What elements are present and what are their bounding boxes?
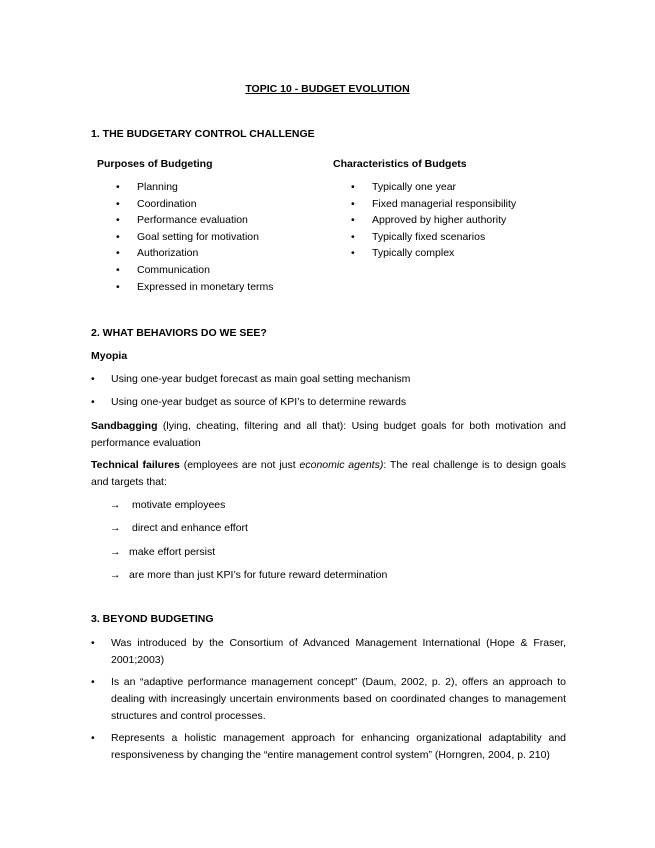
list-item: • Using one-year budget as source of KPI’s to determine rewards	[91, 396, 407, 408]
arrow-item: → direct and enhance effort	[110, 521, 248, 536]
list-item: • Was introduced by the Consortium of Advanced Management International (Hope & Fraser, 2001;2003)	[91, 637, 566, 666]
section3-heading: 3. BEYOND BUDGETING	[91, 613, 214, 625]
arrow-icon: →	[110, 546, 121, 558]
section1-heading: 1. THE BUDGETARY CONTROL CHALLENGE	[91, 128, 315, 140]
list-item: • Using one-year budget forecast as main goal setting mechanism	[91, 373, 411, 385]
technical-term: Technical failures	[91, 459, 180, 471]
page-title: TOPIC 10 - BUDGET EVOLUTION	[245, 83, 410, 95]
arrow-item: → motivate employees	[110, 498, 225, 513]
list-item: • Is an “adaptive performance management concept” (Daum, 2002, p. 2), offers an approach to dealing with increasingly uncertain environments based on coordinated changes to management structures and control processes.	[91, 676, 566, 722]
arrow-icon: →	[110, 569, 121, 581]
purposes-title: Purposes of Budgeting	[97, 158, 213, 170]
document-page: TOPIC 10 - BUDGET EVOLUTION 1. THE BUDGETARY CONTROL CHALLENGE Purposes of Budgeting • Planning • Coordination • Performance evaluation • Goal setting for motivation • Authorization • Communication • Expressed in monetary terms Characteristics of Budgets • Typically one year • Fixed managerial responsibility • Approved by higher authority • Typically fixed scenarios • Typically complex 2. WHAT BEHAVIORS DO WE SEE? Myopia • Using one-year budget forecast as main goal setting mechanism • Using one-year budget as source of KPI’s to determine rewards Sandbagging (lying, cheating, filtering and all that): Using budget goals for both motivation and performance evaluation Technical failures (employees are not just economic agents): The real challenge is to design goals and targets that: → motivate employees → direct and enhance effort → make effort persist → are more than just KPI’s for future reward determination 3. BEYOND BUDGETING • Was introduced by the Consortium of Advanced Management International (Hope & Fraser, 2001;2003) • Is an “adaptive performance management concept” (Daum, 2002, p. 2), offers an approach to dealing with increasingly uncertain environments based on coordinated changes to management structures and control processes. • Represents a holistic management approach for enhancing organizational adaptability and responsiveness by changing the “entire management control system” (Horngren, 2004, p. 210)	[0, 0, 655, 848]
arrow-item: → make effort persist	[110, 545, 215, 560]
sandbagging-paragraph: Sandbagging (lying, cheating, filtering and all that): Using budget goals for both motivation and performance evaluation	[91, 420, 566, 449]
arrow-item: → are more than just KPI’s for future reward determination	[110, 568, 387, 583]
technical-failures-paragraph: Technical failures (employees are not just economic agents): The real challenge is to design goals and targets that:	[91, 459, 566, 488]
myopia-title: Myopia	[91, 350, 128, 362]
arrow-icon: →	[110, 522, 121, 534]
sandbagging-term: Sandbagging	[91, 420, 158, 432]
arrow-icon: →	[110, 499, 121, 511]
characteristics-title: Characteristics of Budgets	[333, 158, 467, 170]
list-item: • Represents a holistic management approach for enhancing organizational adaptability and responsiveness by changing the “entire management control system” (Horngren, 2004, p. 210)	[91, 732, 566, 761]
section2-heading: 2. WHAT BEHAVIORS DO WE SEE?	[91, 327, 267, 339]
